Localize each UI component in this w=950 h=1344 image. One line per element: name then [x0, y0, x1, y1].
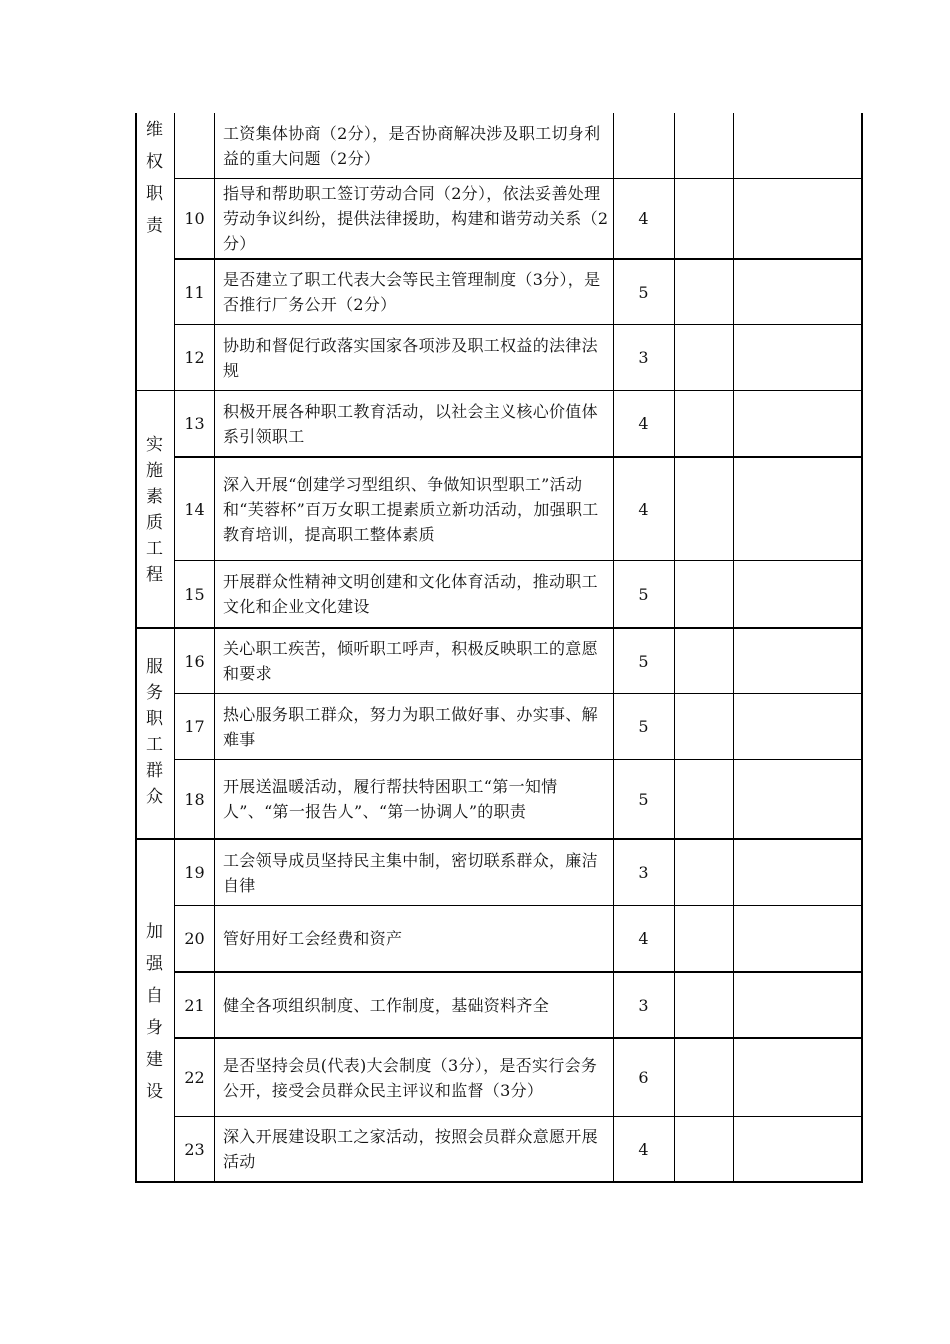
row-description: 是否建立了职工代表大会等民主管理制度（3分），是否推行厂务公开（2分）	[223, 270, 601, 314]
row-score: 3	[638, 863, 649, 882]
row-number: 15	[184, 584, 205, 604]
row-number: 23	[184, 1139, 205, 1159]
row-description: 工资集体协商（2分），是否协商解决涉及职工切身利益的重大问题（2分）	[223, 123, 601, 168]
row-description: 开展送温暖活动，履行帮扶特困职工“第一知情人”、“第一报告人”、“第一协调人”的职责	[223, 777, 558, 821]
category-char: 设	[146, 1082, 163, 1102]
row-score: 4	[638, 414, 649, 433]
category-char: 素	[146, 487, 163, 507]
row-number: 18	[184, 789, 205, 809]
table-border-bottom	[135, 1181, 863, 1183]
table-border-right	[861, 113, 863, 1183]
category-char: 施	[146, 461, 163, 481]
category-char: 加	[146, 922, 163, 942]
category-suzhi	[135, 432, 174, 588]
assessment-table	[135, 113, 863, 1183]
category-char: 工	[146, 539, 163, 559]
category-fuwu	[135, 654, 174, 810]
col-divider-number	[214, 113, 215, 1183]
row-description: 协助和督促行政落实国家各项涉及职工权益的法律法规	[223, 335, 598, 380]
category-jianshe	[135, 919, 174, 1105]
row-number: 10	[184, 209, 205, 228]
row-description: 管好用好工会经费和资产	[223, 929, 403, 948]
category-char: 职	[146, 184, 163, 204]
row-number: 22	[184, 1068, 205, 1087]
row-score: 3	[638, 348, 649, 367]
category-char: 权	[146, 152, 163, 172]
row-description: 指导和帮助职工签订劳动合同（2分），依法妥善处理劳动争议纠纷，提供法律援助，构建和谐劳动关系（2分）	[223, 184, 609, 253]
category-char: 服	[146, 657, 163, 677]
row-score: 5	[638, 651, 649, 671]
row-description: 是否坚持会员(代表)大会制度（3分），是否实行会务公开，接受会员群众民主评议和监督（3分）	[223, 1055, 598, 1100]
col-divider-extra	[733, 113, 734, 1183]
category-char: 众	[146, 787, 163, 807]
category-char: 维	[146, 120, 163, 140]
row-score: 3	[638, 995, 649, 1015]
category-weiquan	[135, 117, 174, 239]
col-divider-score	[674, 113, 675, 1183]
row-score: 5	[638, 584, 649, 604]
row-score: 5	[638, 717, 649, 736]
row-score: 4	[638, 929, 649, 948]
category-char: 务	[146, 683, 163, 703]
category-char: 自	[146, 986, 163, 1006]
row-description: 热心服务职工群众，努力为职工做好事、办实事、解难事	[223, 704, 598, 749]
row-score: 4	[638, 209, 649, 228]
row-description: 工会领导成员坚持民主集中制，密切联系群众，廉洁自律	[223, 850, 598, 895]
category-char: 身	[146, 1018, 163, 1038]
row-score: 6	[638, 1068, 649, 1087]
row-score: 5	[638, 789, 649, 809]
category-char: 程	[146, 565, 163, 585]
row-description: 深入开展“创建学习型组织、争做知识型职工”活动和“芙蓉杯”百万女职工提素质立新功活动，加强职工教育培训，提高职工整体素质	[223, 474, 599, 544]
row-description: 关心职工疾苦，倾听职工呼声，积极反映职工的意愿和要求	[223, 639, 598, 683]
row-score: 5	[638, 282, 649, 302]
row-number: 20	[184, 929, 205, 948]
category-char: 工	[146, 735, 163, 755]
row-number: 12	[184, 348, 205, 367]
row-number: 16	[184, 651, 205, 671]
row-number: 21	[184, 995, 205, 1015]
row-number: 19	[184, 863, 205, 882]
category-char: 强	[146, 954, 163, 974]
row-description: 开展群众性精神文明创建和文化体育活动，推动职工文化和企业文化建设	[223, 572, 598, 616]
category-char: 建	[146, 1050, 163, 1070]
category-char: 群	[146, 761, 163, 781]
row-number: 13	[184, 414, 205, 433]
row-description: 健全各项组织制度、工作制度，基础资料齐全	[223, 995, 550, 1015]
row-score: 4	[638, 1139, 649, 1159]
row-number: 14	[184, 499, 205, 519]
row-score: 4	[638, 499, 649, 519]
row-description: 积极开展各种职工教育活动，以社会主义核心价值体系引领职工	[223, 401, 598, 446]
row-number: 11	[184, 282, 205, 302]
category-char: 责	[146, 216, 163, 236]
category-char: 职	[146, 709, 163, 729]
category-char: 实	[146, 435, 163, 455]
row-description: 深入开展建设职工之家活动，按照会员群众意愿开展活动	[223, 1127, 598, 1171]
row-number: 17	[184, 717, 205, 736]
category-char: 质	[146, 513, 163, 533]
